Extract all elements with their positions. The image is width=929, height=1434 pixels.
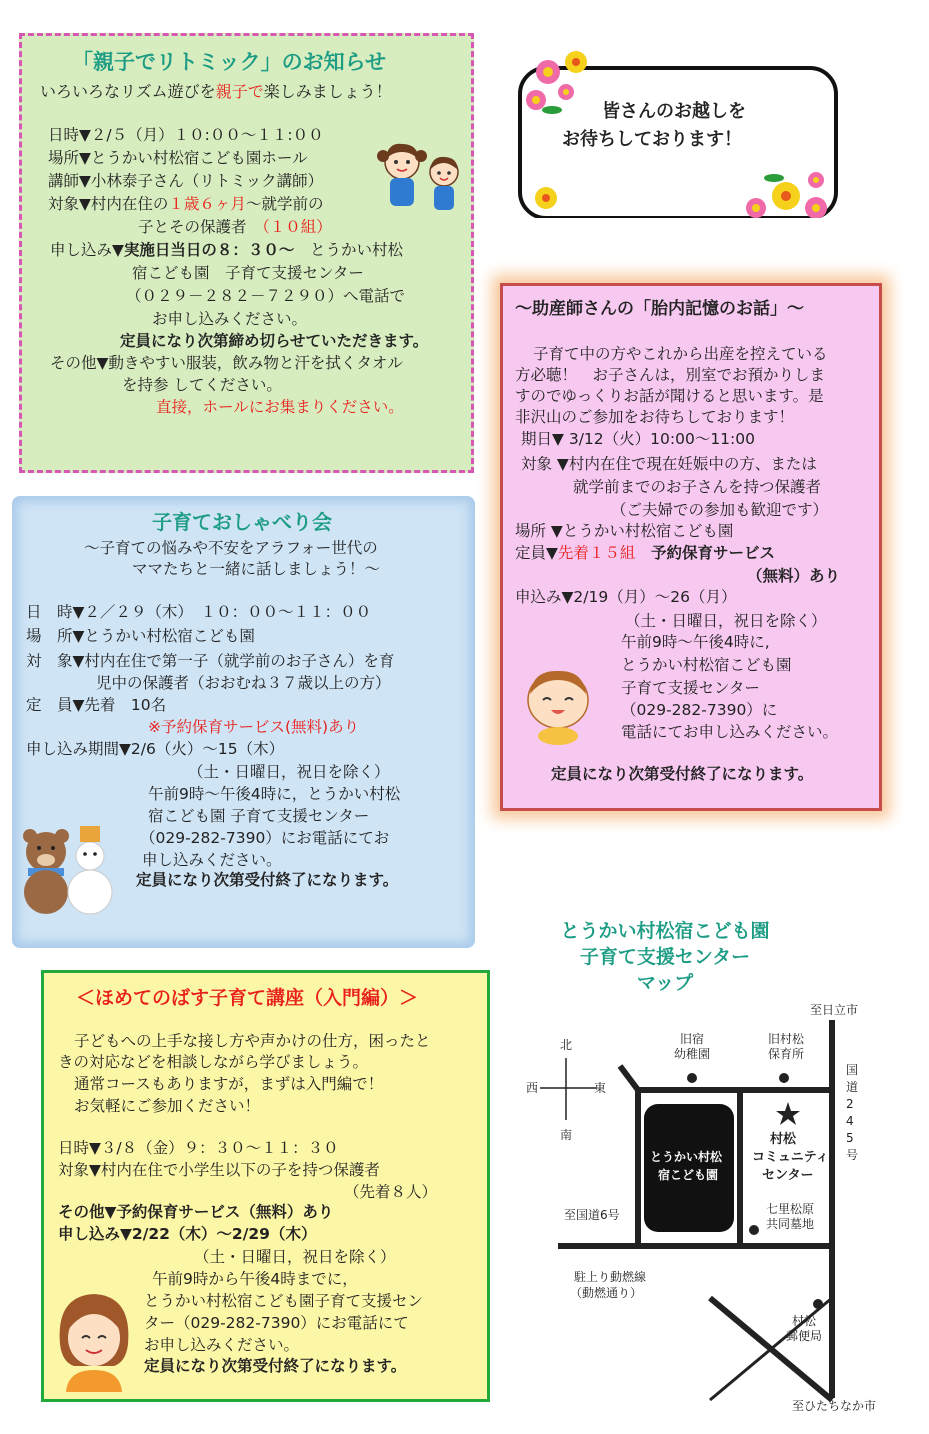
praise-course <box>41 970 490 1402</box>
chat-apply-1: 申し込み期間▼2/6（火）～15（木） <box>26 740 285 758</box>
rhythmic-other-2: を持参 してください。 <box>122 376 282 394</box>
chat-place: 場 所▼とうかい村松宿こども園 <box>26 627 255 645</box>
school-1: とうかい村松 <box>650 1150 723 1164</box>
midwife-apply-4: とうかい村松宿こども園 <box>621 656 792 674</box>
chat-meeting <box>12 496 475 948</box>
cemetery-1: 七里松原 <box>766 1202 815 1216</box>
rhythmic-title: 「親子でリトミック」のお知らせ <box>72 50 386 74</box>
praise-apply-5: ター（029-282-7390）にお電話にて <box>144 1314 409 1332</box>
rhythmic-apply-5: 定員になり次第締め切らせていただきます。 <box>120 332 429 350</box>
praise-other: その他▼予約保育サービス（無料）あり <box>58 1203 334 1221</box>
chat-title: 子育ておしゃべり会 <box>152 510 332 534</box>
praise-apply-6: お申し込みください。 <box>144 1336 300 1354</box>
praise-apply-4: とうかい村松宿こども園子育て支援セン <box>144 1292 424 1310</box>
to-hitachinaka-label: 至ひたちなか市 <box>792 1399 877 1413</box>
baby-icon <box>523 666 593 746</box>
chat-apply-2: （土・日曜日，祝日を除く） <box>188 763 390 781</box>
line-label-1: 駐上り動燃線 <box>574 1270 647 1284</box>
praise-body-1: 子どもへの上手な接し方や声かけの仕方，困ったと <box>74 1032 431 1050</box>
school-2: 宿こども園 <box>658 1168 719 1182</box>
route-245-label: 国道245号 <box>846 1063 859 1162</box>
community-2: コミュニティ <box>752 1150 829 1165</box>
midwife-apply-2: （土・日曜日，祝日を除く） <box>625 612 827 630</box>
welcome-line-2: お待ちしております！ <box>562 129 742 150</box>
rhythmic-date: 日時▼２/５（月）１０:００～１１:００ <box>48 126 324 144</box>
community-3: センター <box>762 1168 814 1183</box>
cemetery-2: 共同墓地 <box>766 1217 815 1231</box>
old-nursery-2: 保育所 <box>768 1047 805 1061</box>
midwife-body-1: 子育て中の方やこれから出産を控えている <box>533 345 828 363</box>
old-nursery-1: 旧村松 <box>768 1032 805 1046</box>
rhythmic-place: 場所▼とうかい村松宿こども園ホール <box>48 149 308 167</box>
chat-target-2: 児中の保護者（おおむね３７歳以上の方） <box>96 674 391 692</box>
midwife-apply-5: 子育て支援センター <box>621 679 760 697</box>
chat-service: ※予約保育サービス(無料)あり <box>148 718 360 736</box>
line-label-2: （動燃通り） <box>570 1286 643 1300</box>
praise-apply-1: 申し込み▼2/22（木）～2/29（木） <box>58 1225 317 1243</box>
midwife-target-3: （ご夫婦での参加も歓迎です） <box>611 501 829 519</box>
welcome-frame <box>516 48 841 218</box>
midwife-apply-7: 電話にてお申し込みください。 <box>621 723 839 741</box>
rhythmic-apply-3: （０２９－２８２－７２９０）へ電話で <box>126 287 406 305</box>
welcome-line-1: 皆さんのお越しを <box>602 101 746 122</box>
praise-body-3: 通常コースもありますが，まずは入門編で！ <box>74 1075 384 1093</box>
rhythmic-target-2: 子とその保護者 （１０組） <box>138 218 332 236</box>
midwife-target-2: 就学前までのお子さんを持つ保護者 <box>573 478 822 496</box>
kids-illustration <box>374 136 464 226</box>
praise-apply-2: （土・日曜日，祝日を除く） <box>194 1248 396 1266</box>
rhythmic-other: その他▼動きやすい服装，飲み物と汗を拭くタオル <box>50 354 403 372</box>
community-1: 村松 <box>770 1132 797 1147</box>
midwife-talk <box>500 283 882 811</box>
midwife-capacity: 定員▼先着１５組 予約保育サービス <box>515 544 775 562</box>
midwife-place: 場所 ▼とうかい村松宿こども園 <box>515 522 734 540</box>
chat-sub-2: ママたちと一緒に話しましょう！～ <box>132 560 381 578</box>
old-kindergarten-2: 幼稚園 <box>674 1047 711 1061</box>
chat-sub-1: ～子育ての悩みや不安をアラフォー世代の <box>84 539 378 557</box>
compass-east: 東 <box>594 1081 607 1095</box>
post-office-2: 郵便局 <box>786 1329 823 1343</box>
rhythmic-apply-2: 宿こども園 子育て支援センター <box>132 264 364 282</box>
woman-icon <box>54 1288 134 1393</box>
rhythmic-intro: いろいろなリズム遊びを親子で楽しみましょう！ <box>40 82 392 101</box>
rhythmic-apply-4: お申し込みください。 <box>152 310 308 328</box>
praise-body-4: お気軽にご参加ください！ <box>74 1097 261 1115</box>
praise-title: ＜ほめてのばす子育て講座（入門編）＞ <box>76 987 419 1009</box>
chat-target-1: 対 象▼村内在住で第一子（就学前のお子さん）を育 <box>26 652 395 670</box>
midwife-body-3: すのでゆっくりお話が聞けると思います。是 <box>515 387 824 405</box>
chat-apply-4: 宿こども園 子育て支援センター <box>148 807 370 825</box>
praise-date: 日時▼３/８（金）９：３０～１１：３０ <box>58 1139 339 1157</box>
midwife-body-2: 方必聴！ お子さんは，別室でお預かりしま <box>515 366 826 384</box>
midwife-apply-3: 午前9時～午後4時に, <box>621 633 770 651</box>
compass-north: 北 <box>560 1038 573 1052</box>
midwife-capacity-2: （無料）あり <box>747 567 841 585</box>
midwife-apply-6: （029-282-7390）に <box>621 701 778 719</box>
map-title-3: マップ <box>636 972 694 994</box>
old-kindergarten-1: 旧宿 <box>680 1032 705 1046</box>
chat-apply-3: 午前9時～午後4時に，とうかい村松 <box>148 785 401 803</box>
midwife-title: ～助産師さんの「胎内記憶のお話」～ <box>515 299 804 319</box>
midwife-closing: 定員になり次第受付終了になります。 <box>551 765 814 783</box>
map-title <box>530 918 800 996</box>
praise-apply-3: 午前9時から午後4時までに， <box>152 1270 358 1288</box>
rhythmic-other-3: 直接，ホールにお集まりください。 <box>156 398 404 416</box>
chat-capacity: 定 員▼先着 10名 <box>26 696 167 714</box>
praise-body-2: きの対応などを相談しながら学びましょう。 <box>58 1053 369 1071</box>
midwife-date: 期日▼ 3/12（火）10:00～11:00 <box>521 430 755 448</box>
chat-date: 日 時▼２／２９（木） １０：００～１１：００ <box>26 603 372 621</box>
map-title-2: 子育て支援センター <box>579 946 751 968</box>
rhythmic-apply: 申し込み▼実施日当日の８：３０～ とうかい村松 <box>50 241 403 259</box>
chat-apply-6: 申し込みください。 <box>142 851 282 869</box>
rhythmic-target: 対象▼村内在住の１歳６ヶ月～就学前の <box>48 195 324 213</box>
praise-target-2: （先着８人） <box>344 1183 438 1201</box>
route-6-label: 至国道6号 <box>564 1208 620 1222</box>
rhythmic-notice <box>19 33 474 473</box>
compass-south: 南 <box>560 1128 573 1142</box>
praise-closing: 定員になり次第受付終了になります。 <box>144 1357 407 1375</box>
rhythmic-lecturer: 講師▼小林泰子さん（リトミック講師） <box>48 172 324 190</box>
map-title-1: とうかい村松宿こども園 <box>560 920 770 942</box>
chat-apply-5: （029-282-7390）にお電話にてお <box>140 829 390 847</box>
midwife-apply-1: 申込み▼2/19（月）～26（月） <box>515 588 737 606</box>
chat-closing: 定員になり次第受付終了になります。 <box>136 871 399 889</box>
to-hitachi-label: 至日立市 <box>810 1003 859 1017</box>
post-office-1: 村松 <box>792 1314 817 1328</box>
map <box>520 998 900 1418</box>
praise-target-1: 対象▼村内在住で小学生以下の子を持つ保護者 <box>58 1161 380 1179</box>
midwife-target-1: 対象 ▼村内在住で現在妊娠中の方、または <box>521 455 817 473</box>
compass-west: 西 <box>526 1081 539 1095</box>
bear-snowman-icon <box>18 816 118 916</box>
midwife-body-4: 非沢山のご参加をお待ちしております！ <box>515 408 795 426</box>
